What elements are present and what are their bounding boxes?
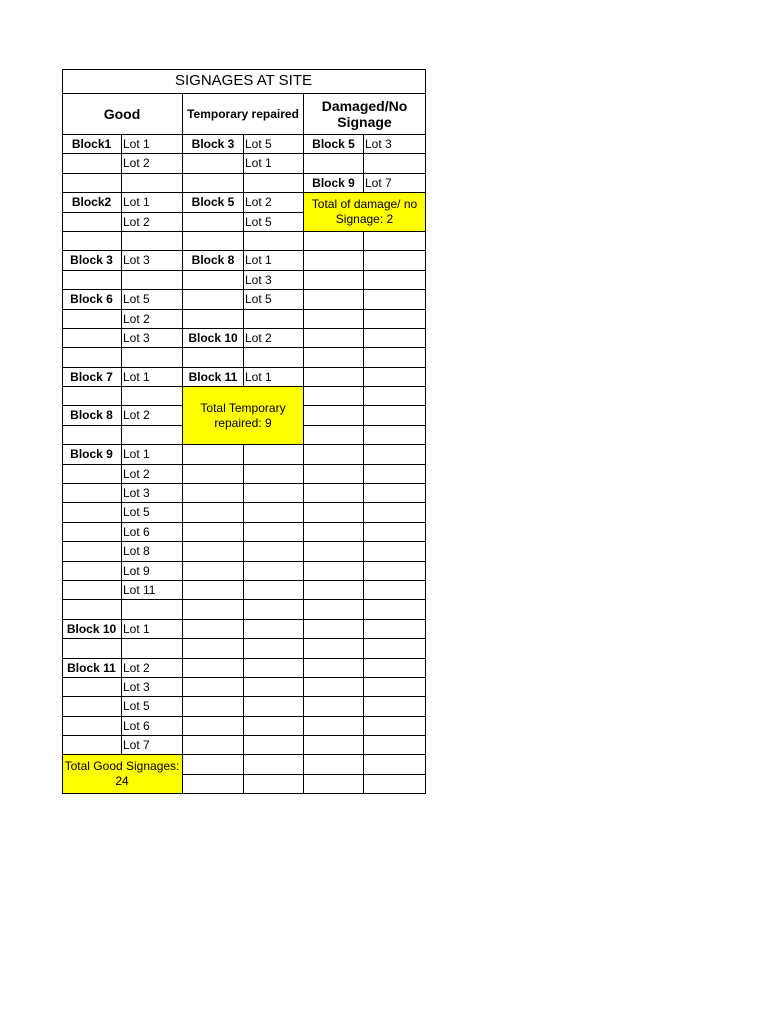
empty-cell [364,542,426,562]
empty-cell [244,523,304,542]
empty-cell [304,562,364,581]
good-block-label: Block 8 [62,406,122,426]
good-lot-value: Lot 2 [122,154,183,174]
good-lot-value: Lot 6 [122,523,183,542]
signage-spreadsheet [62,69,426,794]
empty-cell [304,154,364,174]
temporary-lot-value: Lot 2 [244,329,304,348]
empty-cell [183,232,244,251]
empty-cell [62,232,122,251]
empty-cell [62,678,122,697]
good-lot-value: Lot 2 [122,213,183,232]
empty-cell [244,503,304,523]
header-good: Good [62,94,183,135]
good-block-label: Block 10 [62,620,122,639]
empty-cell [183,659,244,678]
sheet-title: SIGNAGES AT SITE [62,69,426,94]
good-block-label: Block 9 [62,445,122,465]
empty-cell [364,426,426,445]
empty-cell [244,542,304,562]
empty-cell [364,290,426,310]
empty-cell [364,581,426,600]
good-lot-value: Lot 1 [122,368,183,387]
good-block-label: Block2 [62,193,122,213]
empty-cell [62,426,122,445]
empty-cell [364,600,426,620]
empty-cell [364,232,426,251]
empty-cell [183,717,244,736]
damaged-lot-value: Lot 7 [364,174,426,193]
empty-cell [183,620,244,639]
empty-cell [304,678,364,697]
good-lot-value: Lot 2 [122,659,183,678]
empty-cell [364,348,426,368]
empty-cell [183,697,244,717]
empty-cell [244,775,304,794]
empty-cell [62,600,122,620]
temporary-lot-value: Lot 2 [244,193,304,213]
empty-cell [183,154,244,174]
empty-cell [122,232,183,251]
empty-cell [304,232,364,251]
empty-cell [364,717,426,736]
empty-cell [364,562,426,581]
empty-cell [364,484,426,503]
empty-cell [364,251,426,271]
good-lot-value: Lot 3 [122,251,183,271]
empty-cell [364,523,426,542]
empty-cell [304,348,364,368]
empty-cell [364,620,426,639]
good-lot-value: Lot 5 [122,503,183,523]
empty-cell [364,755,426,775]
empty-cell [62,213,122,232]
empty-cell [364,154,426,174]
empty-cell [122,387,183,406]
empty-cell [304,406,364,426]
temporary-lot-value: Lot 1 [244,368,304,387]
total-damaged-cell: Total of damage/ no Signage: 2 [304,193,426,232]
empty-cell [364,465,426,484]
good-lot-value: Lot 1 [122,620,183,639]
empty-cell [62,736,122,755]
empty-cell [122,639,183,659]
empty-cell [183,445,244,465]
empty-cell [244,174,304,193]
empty-cell [62,697,122,717]
damaged-block-label: Block 5 [304,135,364,154]
empty-cell [304,581,364,600]
empty-cell [304,465,364,484]
empty-cell [183,639,244,659]
empty-cell [304,542,364,562]
empty-cell [62,310,122,329]
empty-cell [364,368,426,387]
good-lot-value: Lot 9 [122,562,183,581]
empty-cell [244,620,304,639]
total-temporary-cell: Total Temporary repaired: 9 [183,387,304,445]
empty-cell [183,271,244,290]
empty-cell [62,484,122,503]
good-lot-value: Lot 3 [122,329,183,348]
good-lot-value: Lot 3 [122,484,183,503]
empty-cell [244,600,304,620]
good-lot-value: Lot 5 [122,697,183,717]
empty-cell [244,445,304,465]
empty-cell [304,445,364,465]
empty-cell [364,406,426,426]
temporary-lot-value: Lot 1 [244,251,304,271]
temporary-lot-value: Lot 5 [244,290,304,310]
empty-cell [244,717,304,736]
empty-cell [304,329,364,348]
empty-cell [304,368,364,387]
good-lot-value: Lot 5 [122,290,183,310]
header-temporary: Temporary repaired [183,94,304,135]
empty-cell [62,271,122,290]
good-block-label: Block 7 [62,368,122,387]
good-block-label: Block 11 [62,659,122,678]
good-lot-value: Lot 2 [122,406,183,426]
temporary-lot-value: Lot 3 [244,271,304,290]
empty-cell [244,659,304,678]
empty-cell [304,697,364,717]
empty-cell [364,329,426,348]
empty-cell [62,562,122,581]
empty-cell [244,736,304,755]
empty-cell [364,736,426,755]
empty-cell [183,213,244,232]
empty-cell [183,775,244,794]
empty-cell [304,775,364,794]
empty-cell [62,348,122,368]
empty-cell [304,600,364,620]
empty-cell [122,348,183,368]
empty-cell [244,232,304,251]
total-good-cell: Total Good Signages: 24 [62,755,183,794]
good-lot-value: Lot 8 [122,542,183,562]
good-lot-value: Lot 6 [122,717,183,736]
empty-cell [62,174,122,193]
empty-cell [304,755,364,775]
temporary-block-label: Block 10 [183,329,244,348]
empty-cell [122,426,183,445]
good-lot-value: Lot 2 [122,465,183,484]
temporary-block-label: Block 5 [183,193,244,213]
empty-cell [183,581,244,600]
empty-cell [244,581,304,600]
empty-cell [304,251,364,271]
empty-cell [62,503,122,523]
good-block-label: Block 6 [62,290,122,310]
empty-cell [62,523,122,542]
empty-cell [304,639,364,659]
empty-cell [122,271,183,290]
empty-cell [244,697,304,717]
empty-cell [244,562,304,581]
good-lot-value: Lot 3 [122,678,183,697]
temporary-lot-value: Lot 5 [244,135,304,154]
empty-cell [183,736,244,755]
empty-cell [62,542,122,562]
temporary-lot-value: Lot 1 [244,154,304,174]
empty-cell [62,639,122,659]
empty-cell [304,503,364,523]
empty-cell [304,484,364,503]
empty-cell [62,387,122,406]
temporary-block-label: Block 11 [183,368,244,387]
empty-cell [244,678,304,697]
empty-cell [62,154,122,174]
empty-cell [183,678,244,697]
temporary-lot-value: Lot 5 [244,213,304,232]
empty-cell [183,562,244,581]
temporary-block-label: Block 8 [183,251,244,271]
good-lot-value: Lot 2 [122,310,183,329]
good-block-label: Block1 [62,135,122,154]
empty-cell [62,329,122,348]
empty-cell [304,736,364,755]
empty-cell [62,465,122,484]
empty-cell [183,348,244,368]
empty-cell [364,445,426,465]
temporary-block-label: Block 3 [183,135,244,154]
empty-cell [183,174,244,193]
empty-cell [364,678,426,697]
good-lot-value: Lot 11 [122,581,183,600]
empty-cell [244,755,304,775]
empty-cell [244,310,304,329]
empty-cell [62,717,122,736]
empty-cell [183,290,244,310]
header-damaged: Damaged/No Signage [304,94,426,135]
empty-cell [364,310,426,329]
damaged-lot-value: Lot 3 [364,135,426,154]
empty-cell [183,542,244,562]
empty-cell [244,348,304,368]
empty-cell [304,523,364,542]
empty-cell [304,387,364,406]
empty-cell [364,387,426,406]
good-lot-value: Lot 1 [122,193,183,213]
empty-cell [304,290,364,310]
empty-cell [364,639,426,659]
empty-cell [304,620,364,639]
empty-cell [122,174,183,193]
empty-cell [183,484,244,503]
empty-cell [304,310,364,329]
empty-cell [244,639,304,659]
empty-cell [304,717,364,736]
empty-cell [364,697,426,717]
empty-cell [304,426,364,445]
empty-cell [183,523,244,542]
empty-cell [183,600,244,620]
empty-cell [304,659,364,678]
empty-cell [183,310,244,329]
good-block-label: Block 3 [62,251,122,271]
good-lot-value: Lot 1 [122,135,183,154]
empty-cell [244,465,304,484]
empty-cell [364,503,426,523]
empty-cell [122,600,183,620]
good-lot-value: Lot 1 [122,445,183,465]
empty-cell [304,271,364,290]
empty-cell [183,503,244,523]
empty-cell [244,484,304,503]
empty-cell [183,465,244,484]
empty-cell [364,775,426,794]
damaged-block-label: Block 9 [304,174,364,193]
empty-cell [183,755,244,775]
empty-cell [62,581,122,600]
empty-cell [364,659,426,678]
good-lot-value: Lot 7 [122,736,183,755]
empty-cell [364,271,426,290]
